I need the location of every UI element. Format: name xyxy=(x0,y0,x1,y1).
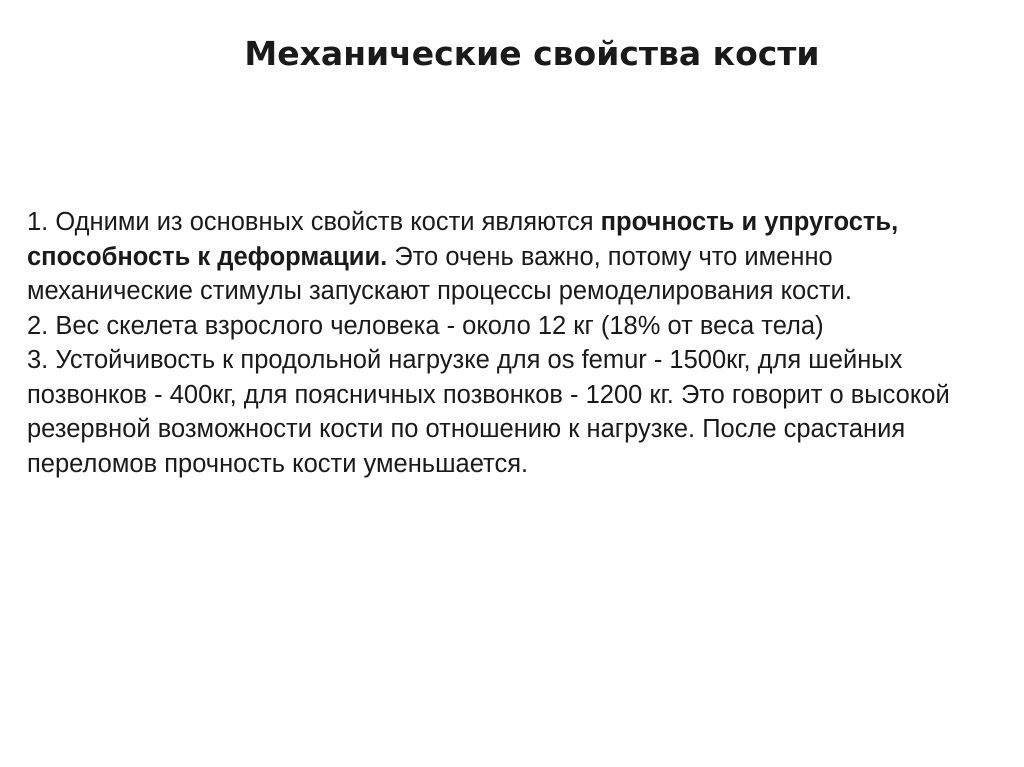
slide-title: Механические свойства кости xyxy=(244,34,820,73)
point-1-rest: Это очень важно, потому что именно механические стимулы запускают процессы ремоделирования кости. xyxy=(27,242,852,305)
point-1 xyxy=(27,205,1002,309)
point-2: 2. Вес скелета взрослого человека - около 12 кг (18% от веса тела) xyxy=(27,311,824,340)
point-1-intro: 1. Одними из основных свойств кости являются xyxy=(27,208,601,236)
slide-body xyxy=(27,205,1002,481)
point-3: 3. Устойчивость к продольной нагрузке для os femur - 1500кг, для шейных позвонков - 400кг, для поясничных позвонков - 1200 кг. Это говорит о высокой резервной возможности кости по отношению к нагрузке. После срастания переломов прочность кости уменьшается. xyxy=(27,346,950,478)
point-1-bold: прочность и упругость, способность к деформации. xyxy=(27,208,899,271)
